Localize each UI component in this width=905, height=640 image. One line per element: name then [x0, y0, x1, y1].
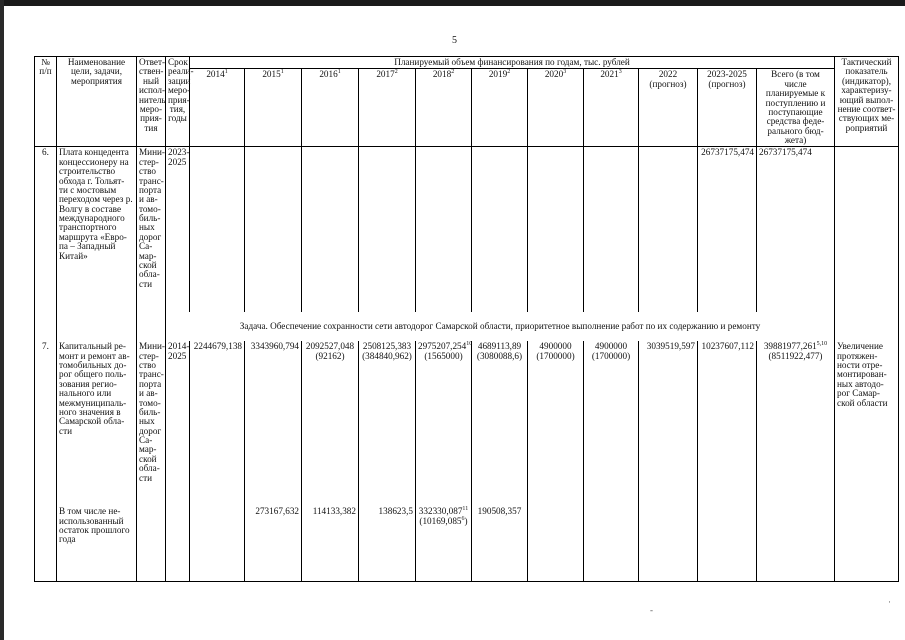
cell-2016: 114133,382	[302, 506, 359, 581]
scan-speck: -	[650, 605, 653, 615]
cell-2014	[190, 506, 245, 581]
cell-2014: 2244679,138	[190, 341, 245, 506]
cell-2023-2025: 26737175,474	[698, 147, 757, 312]
cell-2021	[584, 147, 639, 312]
row-num	[35, 506, 57, 581]
cell-2022	[639, 506, 698, 581]
header-row-1	[35, 57, 899, 69]
task-text: Задача. Обеспечение сохранности сети автодорог Самарской области, приоритетное выполнение работ по их содержанию и ремонту	[166, 312, 835, 341]
header-year-2014: 2014$^1$	[190, 69, 245, 147]
row-responsible: Мини- стер- ство транс- порта и ав- томо- биль- ных дорог Са- мар- ской обла- сти	[137, 341, 166, 506]
row-num: 6.	[35, 147, 57, 312]
header-year-2020: 2020$^3$	[528, 69, 584, 147]
cell-total: 39881977,261$^{5,10}$ (8511922,477)	[757, 341, 835, 506]
header-year-2023-2025: 2023-2025 (прогноз)	[698, 69, 757, 147]
table-row	[35, 506, 899, 581]
cell-2016: 2092527,048 (92162)	[302, 341, 359, 506]
cell-2023-2025: 10237607,112	[698, 341, 757, 506]
row-term: 2014- 2025	[166, 341, 190, 506]
header-year-2021: 2021$^3$	[584, 69, 639, 147]
cell-2022	[639, 147, 698, 312]
cell-2019	[472, 147, 528, 312]
cell-indicator: Увеличение протяжен- ности отре- монтирован- ных автодо- рог Самар- ской области	[835, 341, 899, 506]
task-row	[35, 312, 899, 341]
row-term: 2023- 2025	[166, 147, 190, 312]
cell-2020	[528, 147, 584, 312]
cell-2017: 2508125,383 (384840,962)	[359, 341, 416, 506]
cell-2023-2025	[698, 506, 757, 581]
row-responsible	[137, 506, 166, 581]
table-row	[35, 147, 899, 312]
row-num: 7.	[35, 341, 57, 506]
header-num: № п/п	[35, 57, 57, 147]
header-year-2022: 2022 (прогноз)	[639, 69, 698, 147]
header-responsible: Ответ- ствен- ный испол- нитель меро- прия- тия	[137, 57, 166, 147]
header-name: Наименование цели, задачи, мероприятия	[57, 57, 137, 147]
header-term: Срок реали- зации меро- прия- тия, годы	[166, 57, 190, 147]
cell-2020: 4900000 (1700000)	[528, 341, 584, 506]
cell-total: 26737175,474	[757, 147, 835, 312]
header-year-2016: 2016$^1$	[302, 69, 359, 147]
cell-2015: 273167,632	[245, 506, 302, 581]
cell-2018: 332330,087$^{11}$ (10169,085$^6$)	[416, 506, 472, 581]
cell-2019: 4689113,89 (3080088,6)	[472, 341, 528, 506]
cell-2017	[359, 147, 416, 312]
header-total: Всего (в том числе планируемые к поступлению и поступающие средства феде- рального бюд- жета)	[757, 69, 835, 147]
scan-left-edge	[0, 0, 4, 640]
header-year-2017: 2017$^2$	[359, 69, 416, 147]
row-name: Плата концедента концессионеру на строительство обхода г. Тольят- ти с мостовым переходом через р. Волгу в составе международного транспортного маршрута «Евро- па – Западный Китай»	[57, 147, 137, 312]
page-number: 5	[452, 35, 457, 46]
cell-2015	[245, 147, 302, 312]
cell-2021	[584, 506, 639, 581]
row-name: В том числе не- использованный остаток прошлого года	[57, 506, 137, 581]
cell-2014	[190, 147, 245, 312]
cell-2018	[416, 147, 472, 312]
cell-2022: 3039519,597	[639, 341, 698, 506]
cell-2017: 138623,5	[359, 506, 416, 581]
cell-total	[757, 506, 835, 581]
funding-table	[34, 56, 899, 582]
table-row	[35, 341, 899, 506]
scan-speck: ·	[888, 597, 891, 607]
scan-top-border	[0, 0, 905, 6]
cell-indicator	[835, 147, 899, 312]
header-indicator: Тактический показатель (индикатор), характеризу- ющий выпол- нение соответ- ствующих ме- роприятий	[835, 57, 899, 147]
header-year-2019: 2019$^2$	[472, 69, 528, 147]
cell-2018: 2975207,254$^{10}$ (1565000)	[416, 341, 472, 506]
header-year-2015: 2015$^1$	[245, 69, 302, 147]
cell-2020	[528, 506, 584, 581]
cell-2016	[302, 147, 359, 312]
cell-indicator	[835, 506, 899, 581]
row-term	[166, 506, 190, 581]
row-name: Капитальный ре- монт и ремонт ав- томобильных до- рог общего поль- зования регио- нального или межмуниципаль- ного значения в Самарской обла- сти	[57, 341, 137, 506]
cell-2015: 3343960,794	[245, 341, 302, 506]
header-funding-group: Планируемый объем финансирования по годам, тыс. рублей	[190, 57, 835, 69]
row-responsible: Мини- стер- ство транс- порта и ав- томо- биль- ных дорог Са- мар- ской обла- сти	[137, 147, 166, 312]
header-year-2018: 2018$^2$	[416, 69, 472, 147]
cell-2021: 4900000 (1700000)	[584, 341, 639, 506]
cell-2019: 190508,357	[472, 506, 528, 581]
